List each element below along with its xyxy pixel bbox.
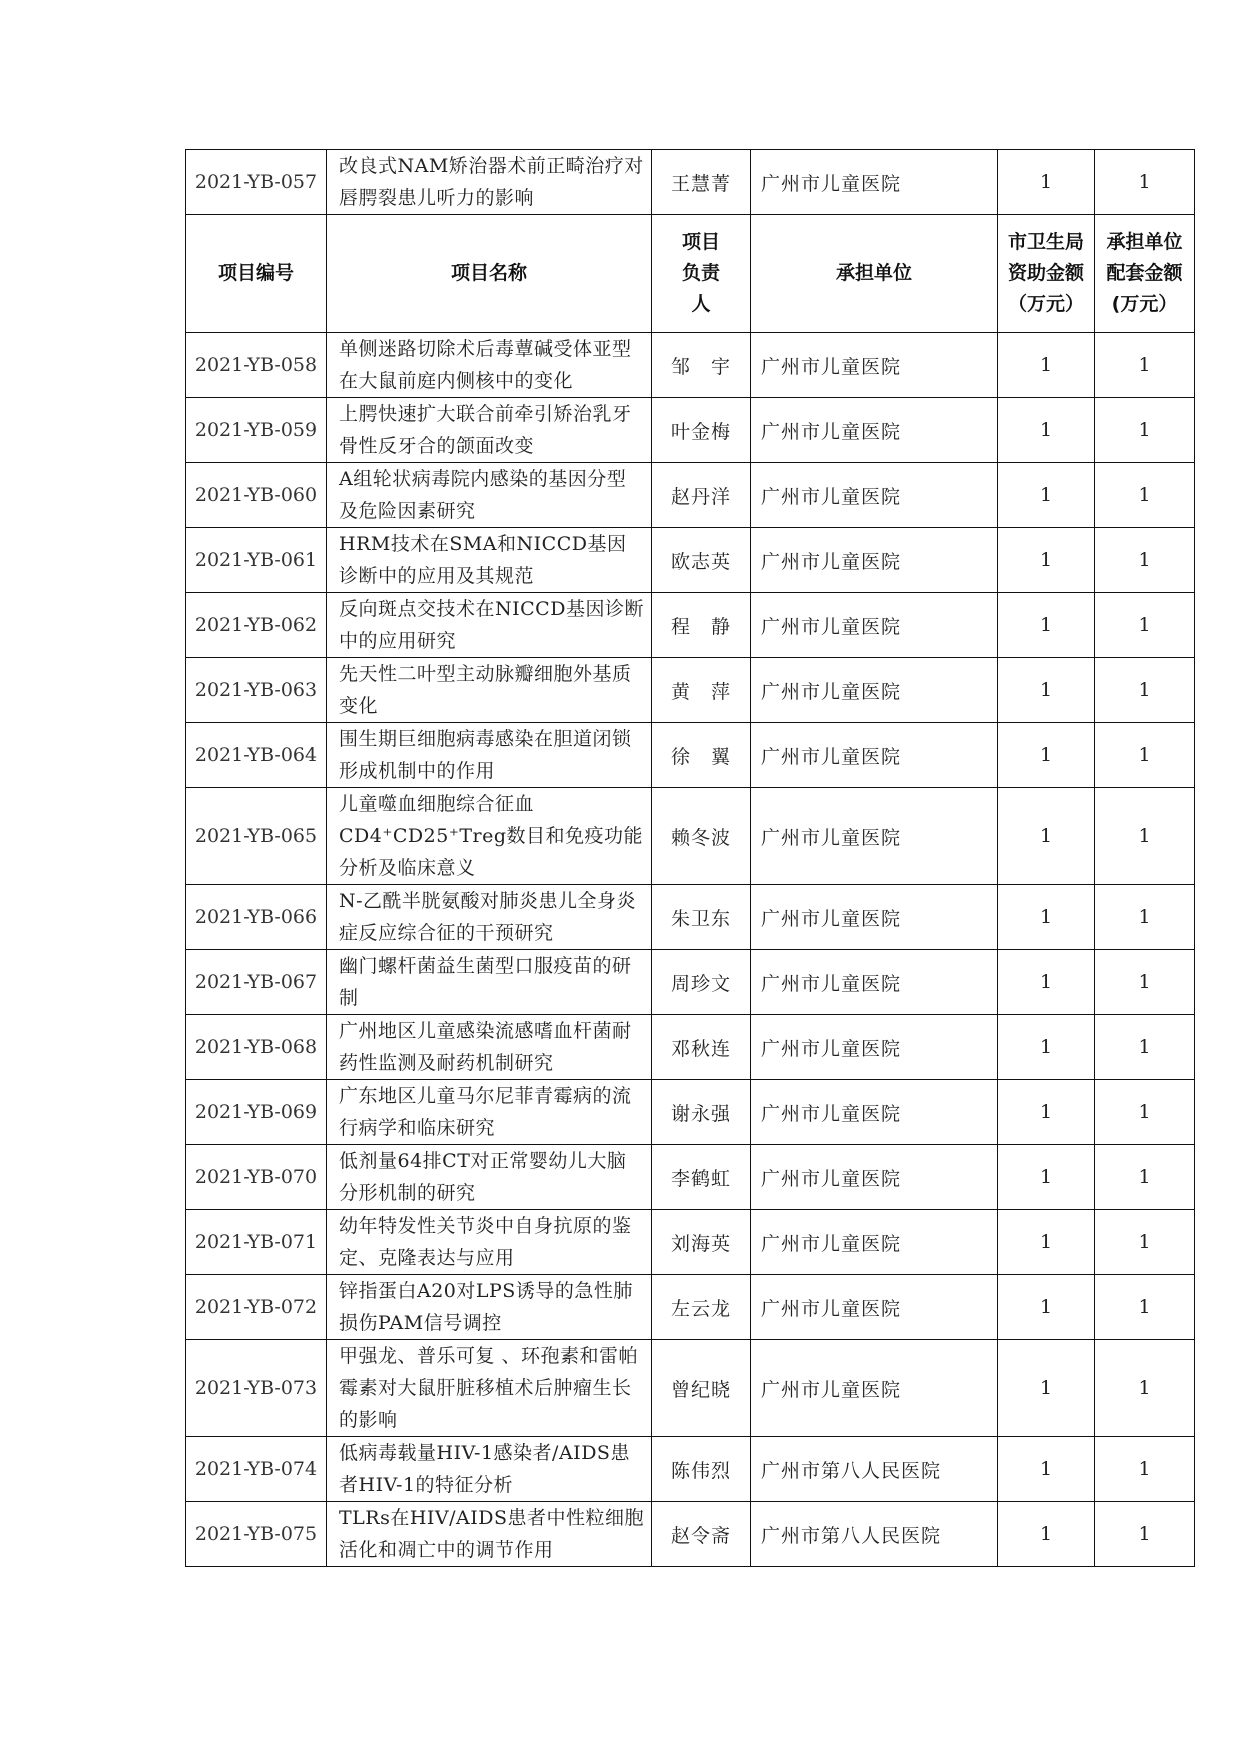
city-fund: 1	[998, 1275, 1095, 1340]
project-name: 锌指蛋白A20对LPS诱导的急性肺损伤PAM信号调控	[327, 1275, 652, 1340]
city-fund: 1	[998, 885, 1095, 950]
table-row	[186, 1502, 1195, 1567]
table-row	[186, 150, 1195, 215]
unit-fund: 1	[1095, 593, 1195, 658]
city-fund: 1	[998, 463, 1095, 528]
project-leader: 曾纪晓	[652, 1340, 751, 1437]
unit-fund: 1	[1095, 1340, 1195, 1437]
project-leader: 程 静	[652, 593, 751, 658]
city-fund: 1	[998, 1210, 1095, 1275]
project-leader: 叶金梅	[652, 398, 751, 463]
city-fund: 1	[998, 658, 1095, 723]
header-code: 项目编号	[186, 215, 327, 333]
table-row	[186, 1015, 1195, 1080]
project-code: 2021-YB-067	[186, 950, 327, 1015]
host-unit: 广州市儿童医院	[751, 1015, 998, 1080]
project-code: 2021-YB-058	[186, 333, 327, 398]
project-leader: 徐 翼	[652, 723, 751, 788]
project-name: 单侧迷路切除术后毒蕈碱受体亚型在大鼠前庭内侧核中的变化	[327, 333, 652, 398]
city-fund: 1	[998, 1145, 1095, 1210]
project-leader: 王慧菁	[652, 150, 751, 215]
project-leader: 赖冬波	[652, 788, 751, 885]
unit-fund: 1	[1095, 333, 1195, 398]
project-name: 先天性二叶型主动脉瓣细胞外基质变化	[327, 658, 652, 723]
unit-fund: 1	[1095, 885, 1195, 950]
city-fund: 1	[998, 150, 1095, 215]
table-row	[186, 723, 1195, 788]
host-unit: 广州市儿童医院	[751, 593, 998, 658]
project-leader: 谢永强	[652, 1080, 751, 1145]
host-unit: 广州市第八人民医院	[751, 1502, 998, 1567]
host-unit: 广州市儿童医院	[751, 1275, 998, 1340]
host-unit: 广州市儿童医院	[751, 1080, 998, 1145]
project-leader: 赵令斋	[652, 1502, 751, 1567]
project-name: 广东地区儿童马尔尼菲青霉病的流行病学和临床研究	[327, 1080, 652, 1145]
project-code: 2021-YB-062	[186, 593, 327, 658]
unit-fund: 1	[1095, 950, 1195, 1015]
table-row	[186, 1340, 1195, 1437]
project-name: 反向斑点交技术在NICCD基因诊断中的应用研究	[327, 593, 652, 658]
project-code: 2021-YB-061	[186, 528, 327, 593]
project-code: 2021-YB-064	[186, 723, 327, 788]
project-leader: 黄 萍	[652, 658, 751, 723]
project-leader: 刘海英	[652, 1210, 751, 1275]
city-fund: 1	[998, 1502, 1095, 1567]
city-fund: 1	[998, 528, 1095, 593]
unit-fund: 1	[1095, 1502, 1195, 1567]
project-code: 2021-YB-063	[186, 658, 327, 723]
project-name: 幼年特发性关节炎中自身抗原的鉴定、克隆表达与应用	[327, 1210, 652, 1275]
table-row	[186, 463, 1195, 528]
table-row	[186, 1275, 1195, 1340]
project-name: 低剂量64排CT对正常婴幼儿大脑分形机制的研究	[327, 1145, 652, 1210]
table-row	[186, 950, 1195, 1015]
project-leader: 陈伟烈	[652, 1437, 751, 1502]
city-fund: 1	[998, 950, 1095, 1015]
project-name: 上腭快速扩大联合前牵引矫治乳牙骨性反牙合的颌面改变	[327, 398, 652, 463]
project-leader: 李鹤虹	[652, 1145, 751, 1210]
unit-fund: 1	[1095, 398, 1195, 463]
city-fund: 1	[998, 1015, 1095, 1080]
header-unit-fund: 承担单位配套金额(万元）	[1095, 215, 1195, 333]
host-unit: 广州市儿童医院	[751, 788, 998, 885]
unit-fund: 1	[1095, 1015, 1195, 1080]
unit-fund: 1	[1095, 723, 1195, 788]
project-name: N-乙酰半胱氨酸对肺炎患儿全身炎症反应综合征的干预研究	[327, 885, 652, 950]
table-row	[186, 1145, 1195, 1210]
project-code: 2021-YB-068	[186, 1015, 327, 1080]
unit-fund: 1	[1095, 1145, 1195, 1210]
project-leader: 赵丹洋	[652, 463, 751, 528]
unit-fund: 1	[1095, 788, 1195, 885]
host-unit: 广州市儿童医院	[751, 885, 998, 950]
city-fund: 1	[998, 723, 1095, 788]
city-fund: 1	[998, 1080, 1095, 1145]
project-leader: 左云龙	[652, 1275, 751, 1340]
project-code: 2021-YB-071	[186, 1210, 327, 1275]
unit-fund: 1	[1095, 150, 1195, 215]
project-leader: 欧志英	[652, 528, 751, 593]
table-row	[186, 1080, 1195, 1145]
project-table	[185, 149, 1195, 1567]
host-unit: 广州市儿童医院	[751, 723, 998, 788]
header-name: 项目名称	[327, 215, 652, 333]
host-unit: 广州市儿童医院	[751, 528, 998, 593]
project-name: TLRs在HIV/AIDS患者中性粒细胞活化和凋亡中的调节作用	[327, 1502, 652, 1567]
header-person: 项目负责人	[652, 215, 751, 333]
project-leader: 邓秋连	[652, 1015, 751, 1080]
project-name: HRM技术在SMA和NICCD基因诊断中的应用及其规范	[327, 528, 652, 593]
project-name: 儿童噬血细胞综合征血CD4⁺CD25⁺Treg数目和免疫功能分析及临床意义	[327, 788, 652, 885]
host-unit: 广州市儿童医院	[751, 150, 998, 215]
unit-fund: 1	[1095, 1080, 1195, 1145]
unit-fund: 1	[1095, 528, 1195, 593]
unit-fund: 1	[1095, 1275, 1195, 1340]
city-fund: 1	[998, 593, 1095, 658]
project-name: A组轮状病毒院内感染的基因分型及危险因素研究	[327, 463, 652, 528]
project-code: 2021-YB-057	[186, 150, 327, 215]
host-unit: 广州市第八人民医院	[751, 1437, 998, 1502]
project-code: 2021-YB-066	[186, 885, 327, 950]
project-name: 低病毒载量HIV-1感染者/AIDS患者HIV-1的特征分析	[327, 1437, 652, 1502]
city-fund: 1	[998, 333, 1095, 398]
project-name: 幽门螺杆菌益生菌型口服疫苗的研制	[327, 950, 652, 1015]
header-unit: 承担单位	[751, 215, 998, 333]
unit-fund: 1	[1095, 1437, 1195, 1502]
project-name: 改良式NAM矫治器术前正畸治疗对唇腭裂患儿听力的影响	[327, 150, 652, 215]
city-fund: 1	[998, 788, 1095, 885]
table-row	[186, 885, 1195, 950]
project-code: 2021-YB-060	[186, 463, 327, 528]
project-code: 2021-YB-070	[186, 1145, 327, 1210]
project-code: 2021-YB-075	[186, 1502, 327, 1567]
city-fund: 1	[998, 1437, 1095, 1502]
project-code: 2021-YB-072	[186, 1275, 327, 1340]
project-leader: 邹 宇	[652, 333, 751, 398]
table-row	[186, 788, 1195, 885]
unit-fund: 1	[1095, 1210, 1195, 1275]
host-unit: 广州市儿童医院	[751, 1145, 998, 1210]
project-code: 2021-YB-074	[186, 1437, 327, 1502]
host-unit: 广州市儿童医院	[751, 1340, 998, 1437]
city-fund: 1	[998, 398, 1095, 463]
table-row	[186, 593, 1195, 658]
table-row	[186, 1210, 1195, 1275]
project-code: 2021-YB-073	[186, 1340, 327, 1437]
host-unit: 广州市儿童医院	[751, 658, 998, 723]
host-unit: 广州市儿童医院	[751, 333, 998, 398]
project-name: 广州地区儿童感染流感嗜血杆菌耐药性监测及耐药机制研究	[327, 1015, 652, 1080]
table-row	[186, 528, 1195, 593]
project-name: 围生期巨细胞病毒感染在胆道闭锁形成机制中的作用	[327, 723, 652, 788]
project-leader: 周珍文	[652, 950, 751, 1015]
host-unit: 广州市儿童医院	[751, 1210, 998, 1275]
project-code: 2021-YB-069	[186, 1080, 327, 1145]
header-city-fund: 市卫生局资助金额（万元）	[998, 215, 1095, 333]
host-unit: 广州市儿童医院	[751, 398, 998, 463]
project-code: 2021-YB-065	[186, 788, 327, 885]
table-row	[186, 333, 1195, 398]
unit-fund: 1	[1095, 658, 1195, 723]
unit-fund: 1	[1095, 463, 1195, 528]
project-name: 甲强龙、普乐可复 、环孢素和雷帕霉素对大鼠肝脏移植术后肿瘤生长的影响	[327, 1340, 652, 1437]
header-row	[186, 215, 1195, 333]
host-unit: 广州市儿童医院	[751, 950, 998, 1015]
project-leader: 朱卫东	[652, 885, 751, 950]
table-row	[186, 398, 1195, 463]
city-fund: 1	[998, 1340, 1095, 1437]
project-code: 2021-YB-059	[186, 398, 327, 463]
table-row	[186, 658, 1195, 723]
host-unit: 广州市儿童医院	[751, 463, 998, 528]
table-row	[186, 1437, 1195, 1502]
